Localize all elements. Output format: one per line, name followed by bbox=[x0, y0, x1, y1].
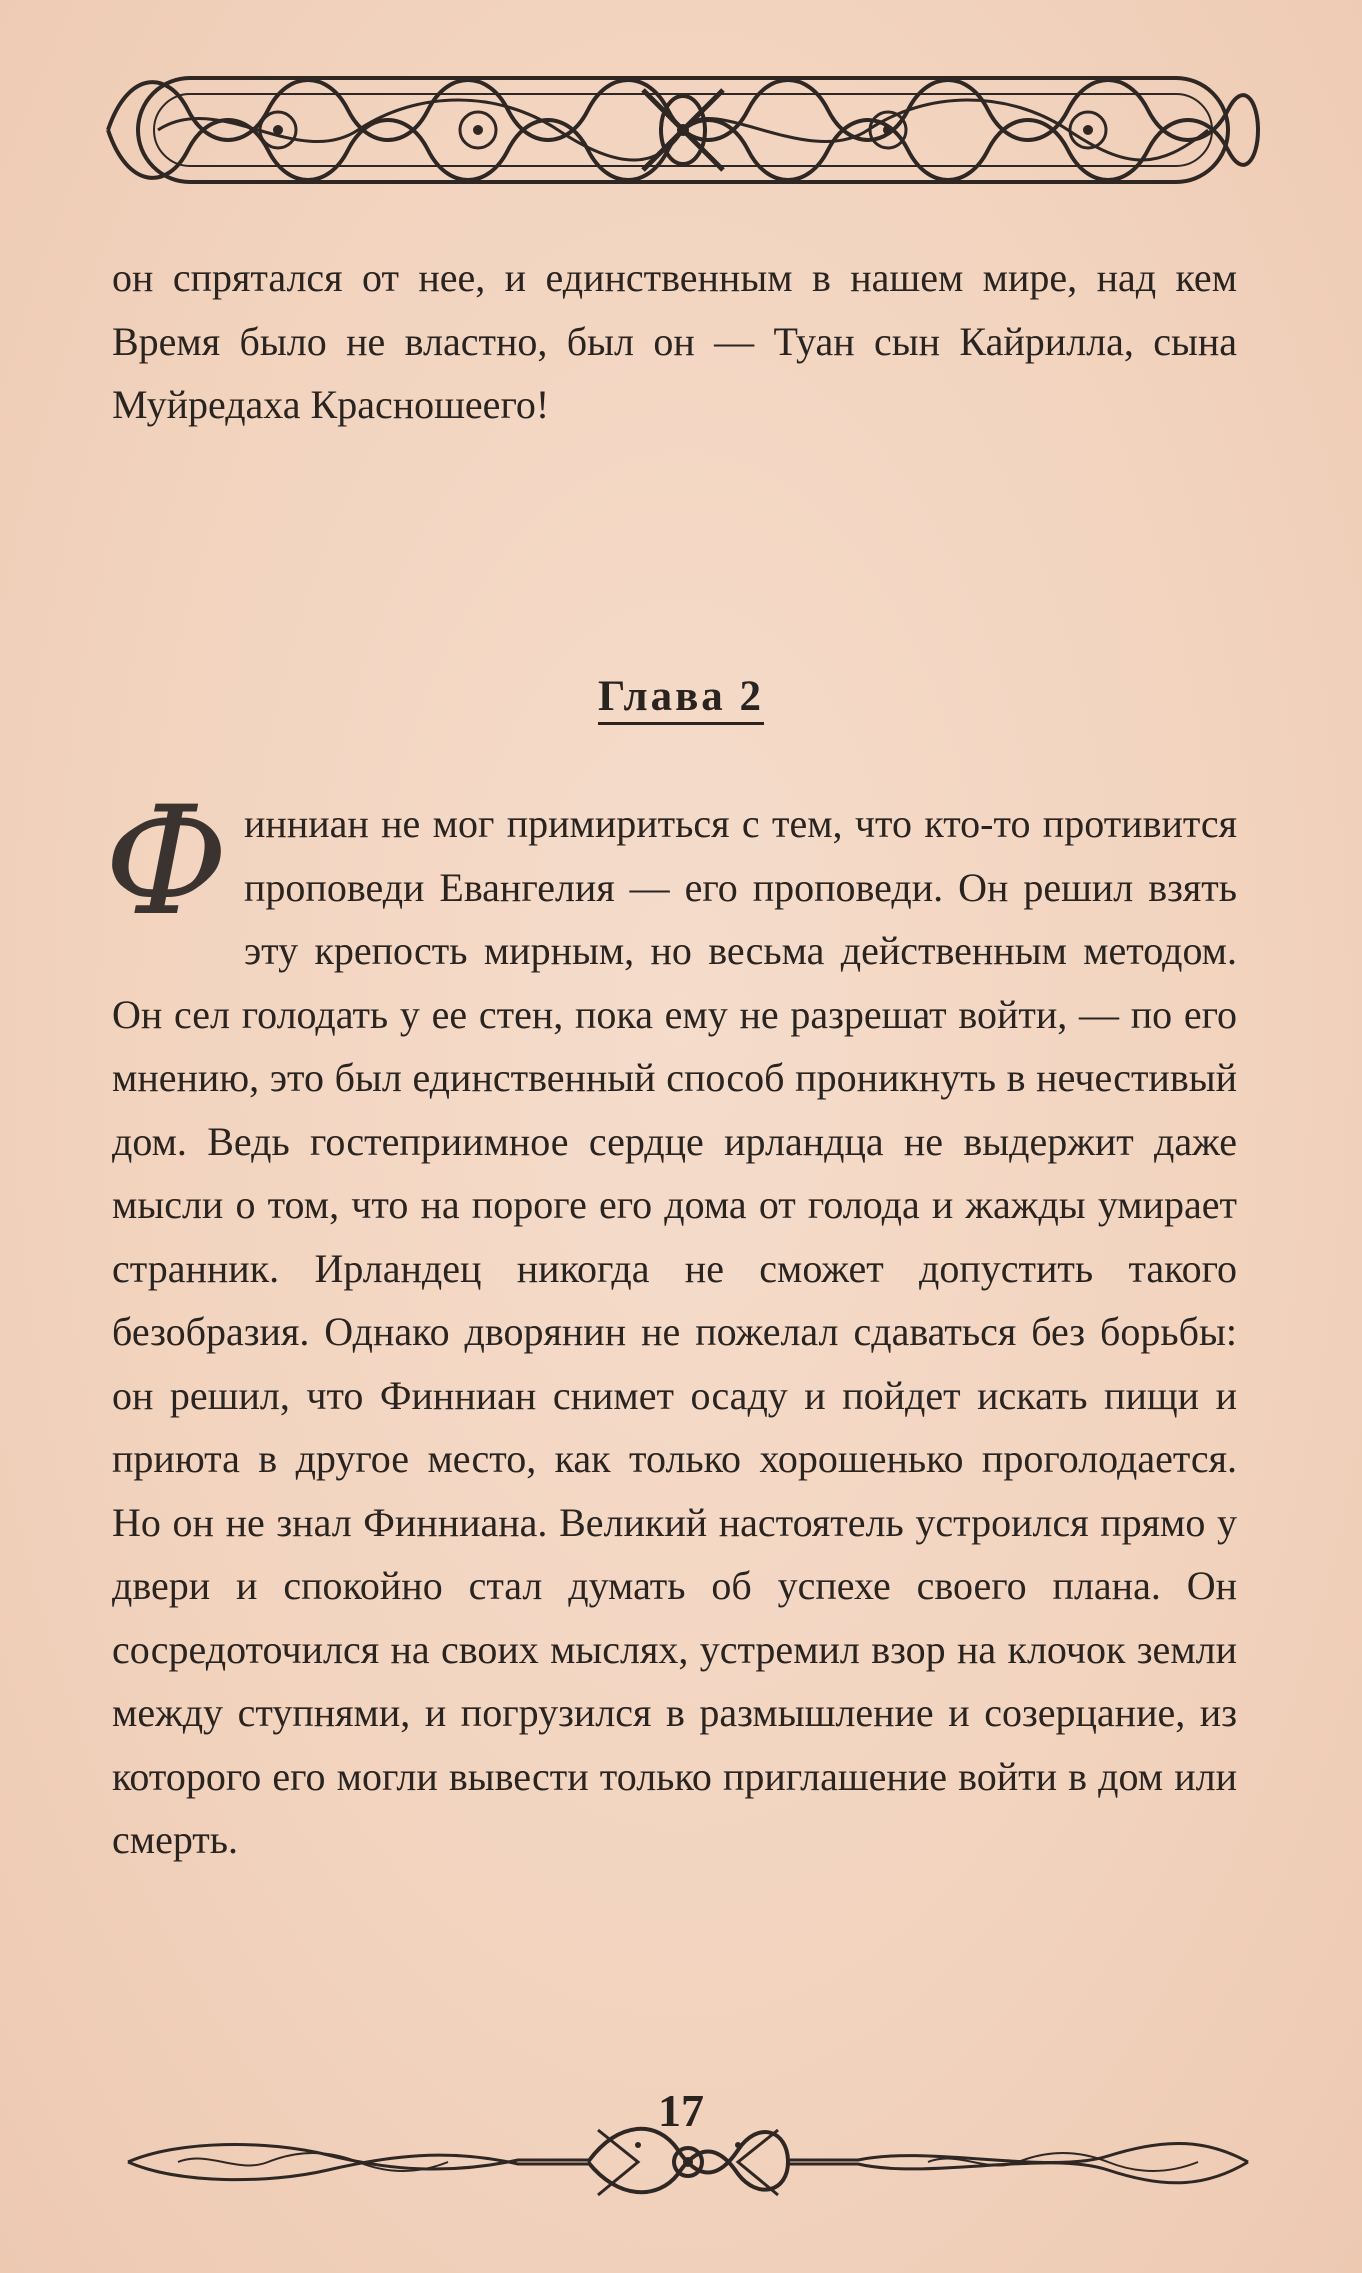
page-number: 17 bbox=[658, 2085, 704, 2136]
chapter-body bbox=[104, 775, 1237, 1872]
chapter-text: инниан не мог примириться с тем, что кто-то противится проповеди Евангелия — его проповеди. Он решил взять эту крепость мирным, но весьма действенным методом. Он сел голодать у ее стен, пока ему не разрешат войти, — по его мнению, это был единственный способ проникнуть в нечестивый дом. Ведь гостеприимное сердце ирландца не выдержит даже мысли о том, что на пороге его дома от голода и жажды умирает странник. Ирландец никогда не сможет допустить такого безобразия. Однако дворянин не пожелал сдаваться без борьбы: он решил, что Финниан снимет осаду и пойдет искать пищи и приюта в другое место, как только хорошенько проголодается. Но он не знал Финниана. Великий настоятель устроился прямо у двери и спокойно стал думать об успехе своего плана. Он сосредоточился на своих мыслях, устремил взор на клочок земли между ступнями, и погрузился в размышление и созерцание, из которого его могли вывести только приглашение войти в дом или смерть. bbox=[112, 801, 1237, 1862]
chapter-title bbox=[0, 672, 1362, 721]
chapter-title-text: Глава 2 bbox=[598, 673, 764, 725]
intro-text: он спрятался от нее, и единственным в нашем мире, над кем Время было не властно, был он — Туан сын Кайрилла, сына Муйредаха Красношеего! bbox=[112, 255, 1237, 427]
drop-cap: Ф bbox=[104, 775, 229, 949]
celtic-knotwork-border-top bbox=[98, 50, 1268, 210]
intro-paragraph bbox=[112, 246, 1237, 437]
celtic-knotwork-border-bottom bbox=[118, 2100, 1258, 2210]
